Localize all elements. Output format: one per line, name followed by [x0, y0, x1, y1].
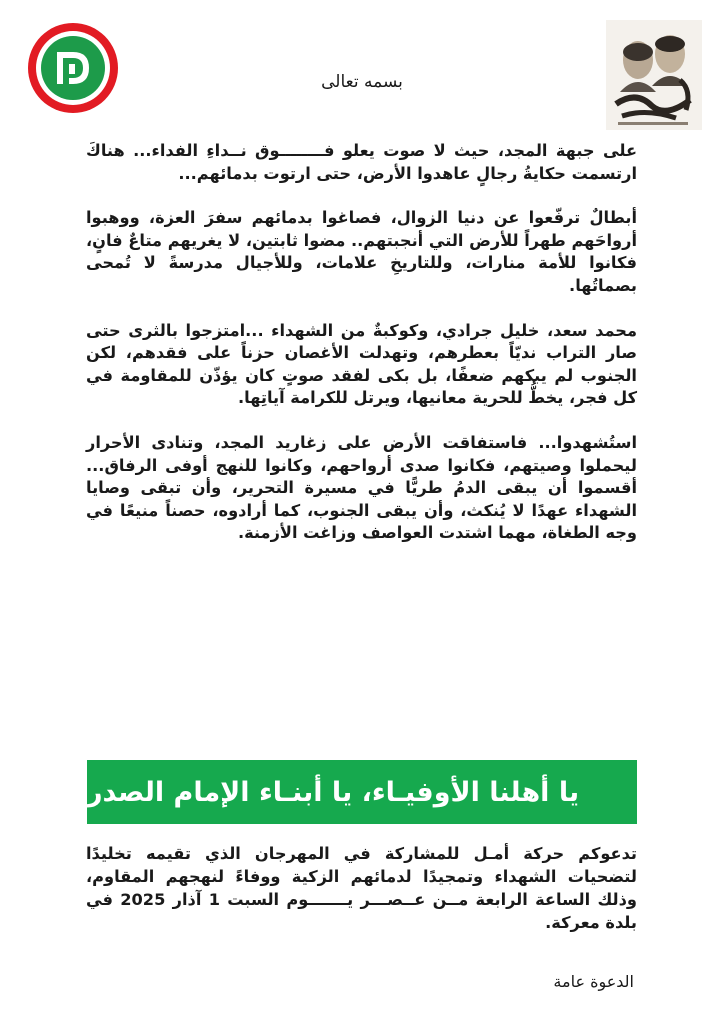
paragraph-4: استُشهدوا... فاستفاقت الأرض على زغاريد المجد، وتنادى الأحرار ليحملوا وصيتهم، فكانوا صدى أرواحهم، وكانوا للنهج أوفى الرفاق... أقسموا أن يبقى الدمُ طريًّا في مسيرة التحرير، وأن تبقى وصايا الشهداء عهدًا لا يُنكث، وأن يبقى الجنوب، كما أرادوه، حصناً منيعًا في وجه الطغاة، مهما اشتدت العواصف وزاغت الأزمنة. — [86, 432, 637, 543]
signature: الدعوة عامة — [553, 972, 634, 991]
paragraph-2: أبطالٌ ترفّعوا عن دنيا الزوال، فصاغوا بدمائهم سفرَ العزة، ووهبوا أرواحَهم طهراً للأرض التي أنجبتهم.. مضوا ثابتين، لا يغريهم متاعٌ فانٍ، فكانوا للأمة منارات، وللتاريخِ علامات، وللأجيال مدرسةً لا تُمحى بصماتُها. — [86, 208, 637, 295]
amal-movement-logo-icon — [27, 22, 119, 114]
basmala-heading: بسمه تعالى — [321, 72, 403, 92]
invitation-text: تدعوكم حركة أمـل للمشاركة في المهرجان الذي تقيمه تخليدًا لتضحيات الشهداء وتمجيدًا لدمائهم الزكية ووفاءً لنهجهم المقاوم، وذلك الساعة الرابعة مــن عــصـــر يـــــــوم السبت 1 آذار 2025 في بلدة معركة. — [86, 844, 637, 932]
green-banner — [87, 760, 637, 824]
paragraph-1: على جبهة المجد، حيث لا صوت يعلو فــــــــوق نــداءِ الفداء... هناكَ ارتسمت حكايةُ رجالٍ عاهدوا الأرض، حتى ارتوت بدمائهم... — [86, 141, 637, 183]
banner-title: يا أهلنا الأوفيـاء، يا أبنـاء الإمام الصدر — [87, 776, 580, 808]
paragraph-3: محمد سعد، خليل جرادي، وكوكبةٌ من الشهداء ...امتزجوا بالثرى حتى صار التراب نديّاً بعطرهم، وتهدلت الأغصان حزناً على فقدهم، لكن الجنوب لم يبكهم ضعفًا، بل بكى لفقد صوتٍ كان يؤذّن للمقاومة في كل فجر، يخطُّ للحرية معانيها، ويرتل للكرامة آياتِها. — [86, 320, 637, 408]
main-text — [86, 140, 637, 567]
